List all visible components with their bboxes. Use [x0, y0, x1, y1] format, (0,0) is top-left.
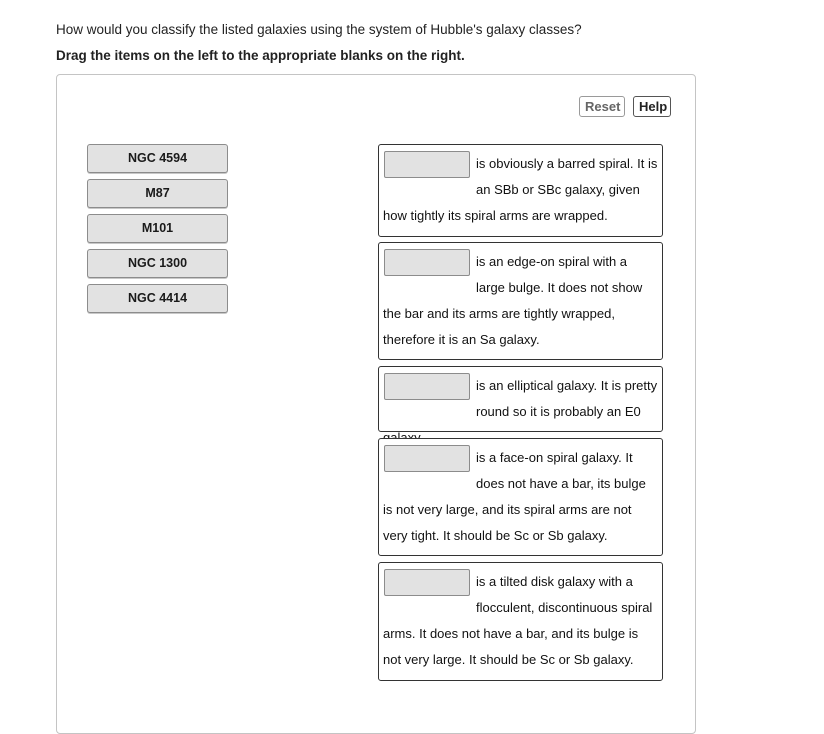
- drop-blank-2[interactable]: [384, 249, 470, 276]
- drop-target-2: [378, 242, 663, 360]
- question-text: How would you classify the listed galaxies using the system of Hubble's galaxy classes?: [56, 22, 582, 37]
- instruction-text: Drag the items on the left to the appropriate blanks on the right.: [56, 48, 465, 63]
- drop-target-5: [378, 562, 663, 681]
- drop-blank-5[interactable]: [384, 569, 470, 596]
- drop-blank-4[interactable]: [384, 445, 470, 472]
- drop-target-1: [378, 144, 663, 237]
- drop-target-3-description: is an elliptical galaxy. It is pretty round so it is probably an E0: [476, 378, 658, 419]
- drop-target-1-description: is obviously a barred spiral. It is an SBb or SBc galaxy, given how tightly its spiral arms are wrapped.: [383, 156, 658, 223]
- draggable-item-ngc-4414[interactable]: NGC 4414: [87, 284, 228, 313]
- reset-button[interactable]: Reset: [579, 96, 625, 117]
- drop-target-3: [378, 366, 663, 432]
- draggable-item-m101[interactable]: M101: [87, 214, 228, 243]
- draggable-item-ngc-1300[interactable]: NGC 1300: [87, 249, 228, 278]
- drop-target-4-description: is a face-on spiral galaxy. It does not have a bar, its bulge is not very large, and its spiral arms are not very tight. It should be Sc or Sb galaxy.: [383, 450, 646, 543]
- drop-target-4: [378, 438, 663, 556]
- drop-target-2-description: is an edge-on spiral with a large bulge. It does not show the bar and its arms are tightly wrapped, therefore it is an Sa galaxy.: [383, 254, 643, 347]
- drop-blank-1[interactable]: [384, 151, 470, 178]
- draggable-item-m87[interactable]: M87: [87, 179, 228, 208]
- help-button[interactable]: Help: [633, 96, 671, 117]
- drop-target-5-description: is a tilted disk galaxy with a flocculent, discontinuous spiral arms. It does not have a bar, and its bulge is not very large. It should be Sc or Sb galaxy.: [383, 574, 653, 667]
- drop-blank-3[interactable]: [384, 373, 470, 400]
- draggable-item-ngc-4594[interactable]: NGC 4594: [87, 144, 228, 173]
